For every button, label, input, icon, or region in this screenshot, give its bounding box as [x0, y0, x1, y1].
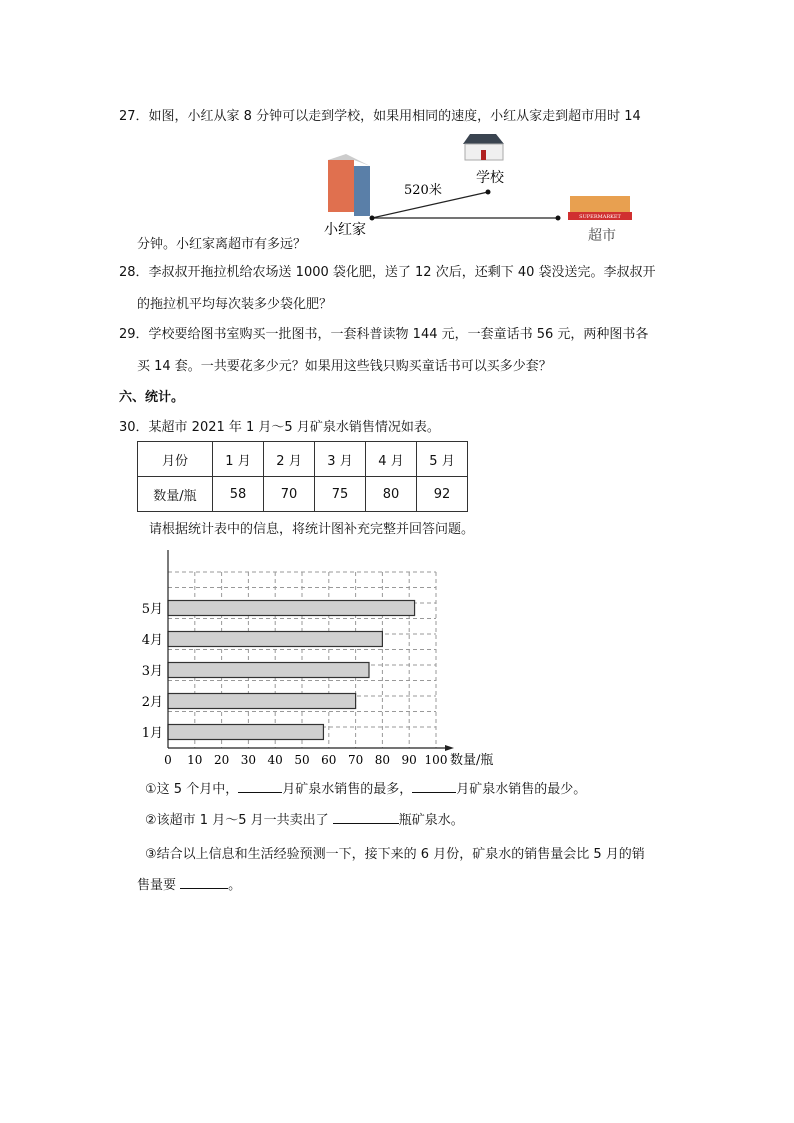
x-axis-arrow-icon	[445, 745, 454, 751]
home-label: 小红家	[324, 222, 366, 238]
x-tick-label: 10	[187, 753, 203, 767]
x-axis-label: 数量/瓶	[450, 753, 494, 768]
q29-line1: 29．学校要给图书室购买一批图书，一套科普读物 144 元，一套童话书 56 元，两种图书各	[119, 327, 649, 342]
market-label: 超市	[588, 228, 616, 244]
x-tick-label: 60	[321, 753, 337, 767]
bar-chart	[130, 545, 510, 770]
bar-5	[168, 601, 415, 616]
supermarket-icon	[568, 196, 632, 220]
sales-table	[137, 441, 468, 512]
bar-1	[168, 725, 323, 740]
category-label: 4月	[141, 633, 163, 648]
q30-sub2: ②该超市 1 月～5 月一共卖出了 瓶矿泉水。	[145, 809, 464, 828]
q30-intro: 30．某超市 2021 年 1 月～5 月矿泉水销售情况如表。	[119, 420, 440, 435]
q30-instruction: 请根据统计表中的信息，将统计图补充完整并回答问题。	[149, 522, 475, 537]
school-building-icon	[463, 134, 504, 160]
q30-sub3-line2: 售量要 。	[137, 874, 241, 893]
q28-line1: 28．李叔叔开拖拉机给农场送 1000 袋化肥，送了 12 次后，还剩下 40 袋没送完。李叔叔开	[119, 265, 656, 280]
x-tick-label: 100	[424, 753, 448, 767]
category-label: 2月	[141, 695, 163, 710]
category-label: 1月	[141, 726, 163, 741]
x-tick-label: 0	[164, 753, 172, 767]
q27-line2: 分钟。小红家离超市有多远？	[137, 237, 307, 252]
table-row: 数量/瓶 58 70 75 80 92	[138, 477, 468, 512]
q30-sub1: ①这 5 个月中， 月矿泉水销售的最多， 月矿泉水销售的最少。	[145, 778, 586, 797]
table-header-row: 月份 1 月 2 月 3 月 4 月 5 月	[138, 442, 468, 477]
x-tick-label: 40	[267, 753, 283, 767]
distance-label: 520米	[404, 183, 442, 198]
x-tick-label: 30	[240, 753, 257, 767]
category-label: 3月	[141, 664, 163, 679]
x-tick-label: 80	[374, 753, 391, 767]
section-title: 六、统计。	[119, 390, 185, 405]
q27-line1: 27．如图，小红从家 8 分钟可以走到学校，如果用相同的速度，小红从家走到超市用时 14	[119, 109, 641, 124]
home-building-icon	[328, 154, 370, 216]
x-tick-label: 20	[213, 753, 230, 767]
svg-text:SUPERMARKET: SUPERMARKET	[579, 214, 621, 220]
q28-line2: 的拖拉机平均每次装多少袋化肥？	[137, 297, 333, 312]
q30-sub3-line1: ③结合以上信息和生活经验预测一下，接下来的 6 月份，矿泉水的销售量会比 5 月的销	[145, 847, 645, 862]
category-label: 5月	[141, 602, 163, 617]
x-tick-label: 70	[347, 753, 364, 767]
bar-2	[168, 694, 356, 709]
x-tick-label: 50	[294, 753, 310, 767]
q27-figure	[320, 130, 650, 245]
school-label: 学校	[476, 170, 504, 186]
x-tick-label: 90	[401, 753, 417, 767]
answer-blank-4[interactable]	[180, 875, 228, 889]
answer-blank-2[interactable]	[412, 779, 456, 793]
bar-4	[168, 632, 382, 647]
answer-blank-1[interactable]	[238, 779, 282, 793]
q29-line2: 买 14 套。一共要花多少元？如果用这些钱只购买童话书可以买多少套？	[137, 359, 552, 374]
answer-blank-3[interactable]	[333, 810, 399, 824]
bar-3	[168, 663, 369, 678]
